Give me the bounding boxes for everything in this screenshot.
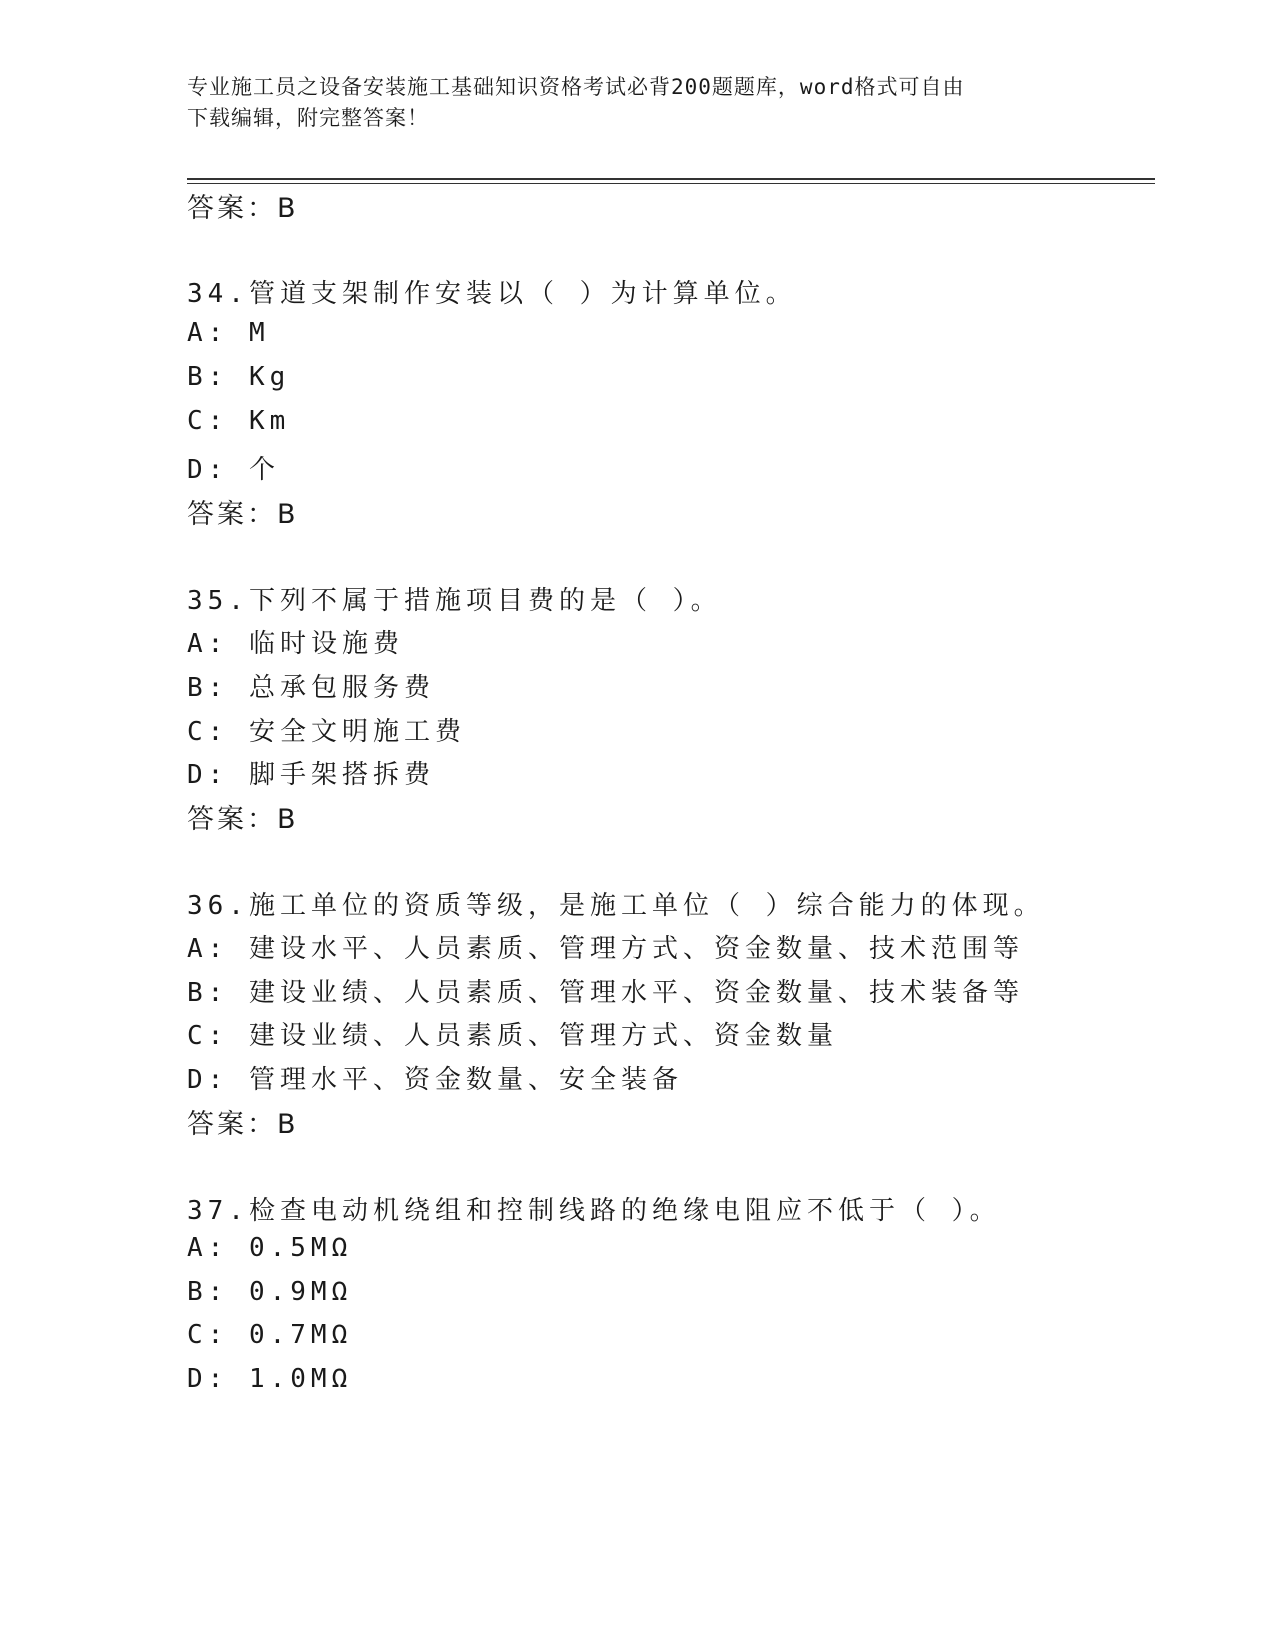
option-d: D: 个 xyxy=(187,455,280,485)
option-b: B: 0.9MΩ xyxy=(187,1277,353,1307)
question-stem: 35.下列不属于措施项目费的是（ ）。 xyxy=(187,586,722,616)
answer-label: 答案：B xyxy=(187,804,299,835)
option-b: B: Kg xyxy=(187,362,291,392)
option-d: D: 管理水平、资金数量、安全装备 xyxy=(187,1065,683,1095)
question-stem: 36.施工单位的资质等级，是施工单位（ ）综合能力的体现。 xyxy=(187,891,1045,921)
option-d: D: 脚手架搭拆费 xyxy=(187,760,435,790)
option-a: A: 临时设施费 xyxy=(187,629,404,659)
option-c: C: 建设业绩、人员素质、管理方式、资金数量 xyxy=(187,1021,838,1051)
option-d: D: 1.0MΩ xyxy=(187,1364,353,1394)
option-c: C: Km xyxy=(187,406,291,436)
answer-label: 答案：B xyxy=(187,1109,299,1140)
option-b: B: 建设业绩、人员素质、管理水平、资金数量、技术装备等 xyxy=(187,978,1024,1008)
option-a: A: M xyxy=(187,318,270,348)
header-divider xyxy=(187,178,1155,180)
header-divider-thin xyxy=(187,183,1155,184)
option-c: C: 安全文明施工费 xyxy=(187,717,466,747)
answer-label: 答案：B xyxy=(187,193,299,224)
question-stem: 37.检查电动机绕组和控制线路的绝缘电阻应不低于（ ）。 xyxy=(187,1196,1001,1226)
answer-label: 答案：B xyxy=(187,499,299,530)
option-a: A: 建设水平、人员素质、管理方式、资金数量、技术范围等 xyxy=(187,934,1024,964)
document-header xyxy=(187,72,1087,134)
option-a: A: 0.5MΩ xyxy=(187,1233,353,1263)
header-line-2: 下载编辑，附完整答案！ xyxy=(187,106,429,130)
option-b: B: 总承包服务费 xyxy=(187,673,435,703)
option-c: C: 0.7MΩ xyxy=(187,1320,353,1350)
question-stem: 34.管道支架制作安装以（ ）为计算单位。 xyxy=(187,279,797,309)
header-line-1: 专业施工员之设备安装施工基础知识资格考试必背200题题库，word格式可自由 xyxy=(187,75,965,99)
